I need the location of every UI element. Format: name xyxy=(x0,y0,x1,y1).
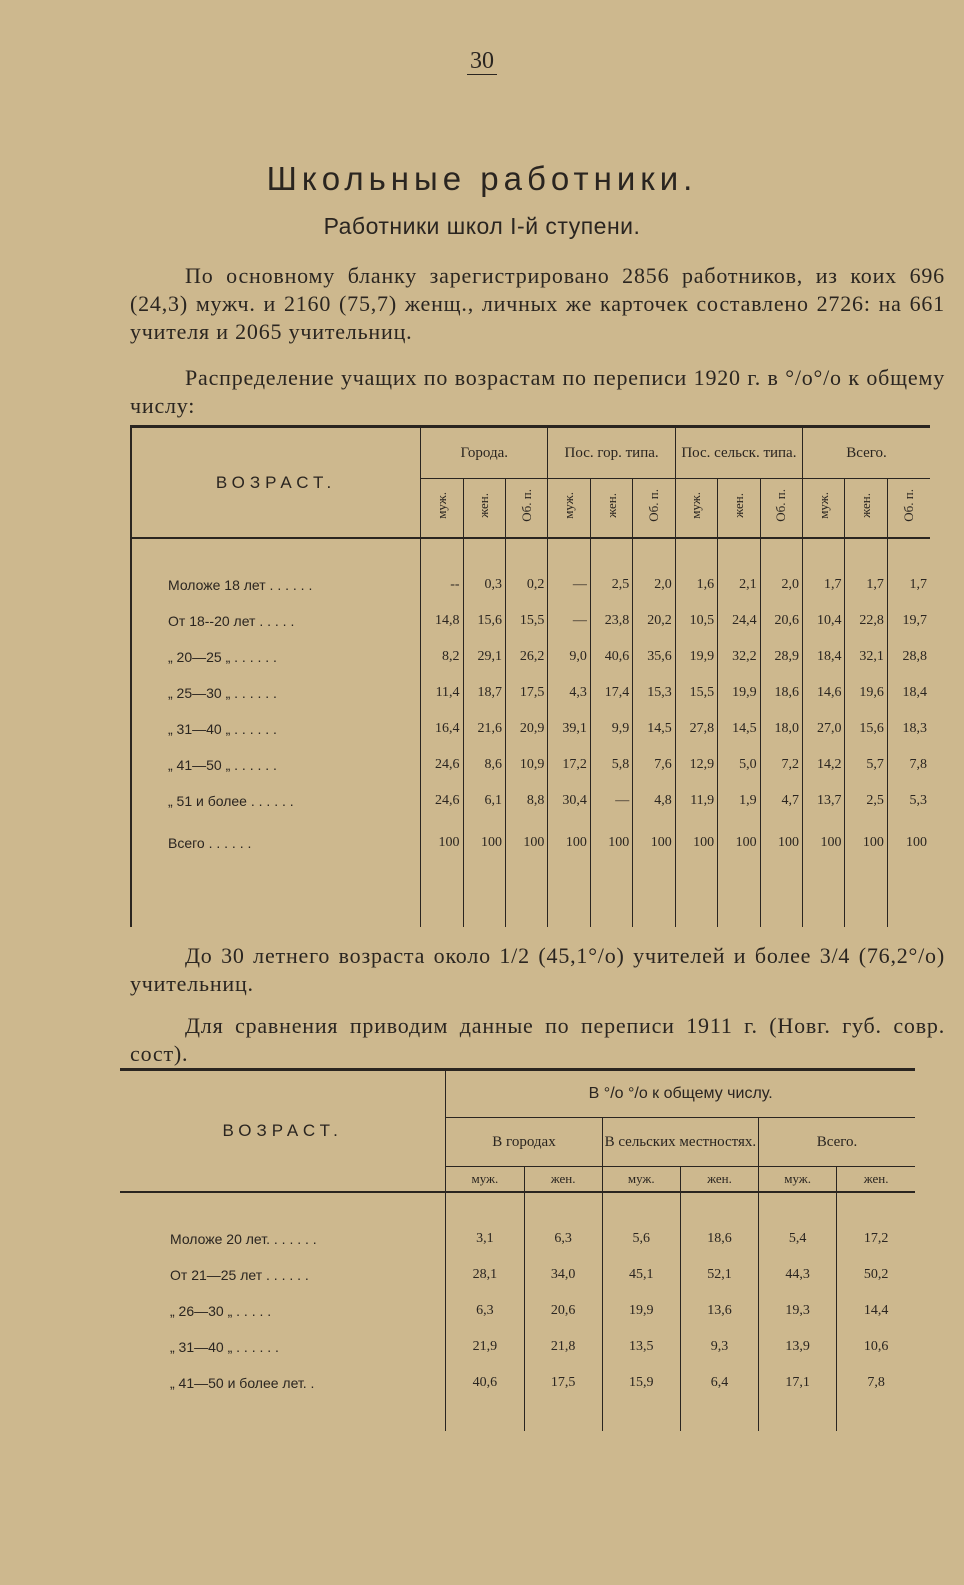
table-cell: 15,6 xyxy=(845,711,887,747)
group-header-urban-settlements: Пос. гор. типа. xyxy=(548,427,675,479)
table-cell: 19,7 xyxy=(887,603,930,639)
table-cell: 21,6 xyxy=(463,711,505,747)
table-row xyxy=(131,675,930,711)
table-cell: 26,2 xyxy=(505,639,547,675)
table-cell: 5,8 xyxy=(590,747,632,783)
paragraph-3: До 30 летнего возраста около 1/2 (45,1°/о) учителей и более 3/4 (76,2°/о) учительниц. xyxy=(130,943,945,996)
table-cell: 13,6 xyxy=(680,1293,758,1329)
table-cell: 11,9 xyxy=(675,783,717,819)
sub-header xyxy=(633,479,675,539)
table-cell: 14,8 xyxy=(421,603,463,639)
table-cell: 10,9 xyxy=(505,747,547,783)
page-number: 30 xyxy=(0,48,964,75)
table-cell: 10,6 xyxy=(837,1329,915,1365)
table-cell: 4,3 xyxy=(548,675,590,711)
table-cell: 19,3 xyxy=(759,1293,837,1329)
table-cell: 27,8 xyxy=(675,711,717,747)
age-distribution-1920-table xyxy=(130,425,930,927)
row-label: „ 25—30 „ . . . . . . xyxy=(131,675,421,711)
table-cell: 28,1 xyxy=(446,1257,524,1293)
table-cell: 21,9 xyxy=(446,1329,524,1365)
table-cell: 2,0 xyxy=(633,567,675,603)
table-cell: 28,8 xyxy=(887,639,930,675)
table-row xyxy=(131,567,930,603)
age-column-header: ВОЗРАСТ. xyxy=(222,1121,343,1140)
table-cell: 2,1 xyxy=(718,567,760,603)
table-cell: 15,6 xyxy=(463,603,505,639)
table-cell: 52,1 xyxy=(680,1257,758,1293)
table-cell: 45,1 xyxy=(602,1257,680,1293)
table-cell: 14,6 xyxy=(803,675,845,711)
table-cell: 17,1 xyxy=(759,1365,837,1401)
percent-header: В °/о °/о к общему числу. xyxy=(446,1070,915,1118)
table-cell: 11,4 xyxy=(421,675,463,711)
table-cell: 4,8 xyxy=(633,783,675,819)
table-cell: 32,2 xyxy=(718,639,760,675)
table-cell: 100 xyxy=(633,819,675,867)
table-cell: 100 xyxy=(675,819,717,867)
table-cell: 6,3 xyxy=(446,1293,524,1329)
table-cell: 4,7 xyxy=(760,783,802,819)
sub-header: жен. xyxy=(680,1167,758,1193)
sub-header xyxy=(675,479,717,539)
table-cell: 18,7 xyxy=(463,675,505,711)
table-cell: 10,4 xyxy=(803,603,845,639)
table-cell: 9,9 xyxy=(590,711,632,747)
sub-header xyxy=(505,479,547,539)
paragraph-2: Распределение учащих по возрастам по переписи 1920 г. в °/о°/о к общему числу: xyxy=(130,365,945,418)
sub-header: жен. xyxy=(524,1167,602,1193)
table-cell: 10,5 xyxy=(675,603,717,639)
table-cell: 1,6 xyxy=(675,567,717,603)
table-cell: — xyxy=(548,567,590,603)
table-cell: 18,3 xyxy=(887,711,930,747)
row-label: Моложе 18 лет . . . . . . xyxy=(131,567,421,603)
table-row xyxy=(120,1221,915,1257)
table-cell: 8,2 xyxy=(421,639,463,675)
group-header-rural: В сельских местностях. xyxy=(602,1118,758,1167)
table-cell: 15,3 xyxy=(633,675,675,711)
group-header-total: Всего. xyxy=(759,1118,915,1167)
sub-header xyxy=(548,479,590,539)
sub-header-label: Об. п. xyxy=(900,489,916,522)
table-cell: 18,0 xyxy=(760,711,802,747)
table-cell: 18,6 xyxy=(680,1221,758,1257)
paragraph-4: Для сравнения приводим данные по переписи 1911 г. (Новг. губ. совр. сост). xyxy=(130,1013,945,1066)
row-label: „ 20—25 „ . . . . . . xyxy=(131,639,421,675)
group-header-total: Всего. xyxy=(803,427,930,479)
table-cell: 2,5 xyxy=(845,783,887,819)
table-cell: — xyxy=(548,603,590,639)
table-cell: 17,2 xyxy=(548,747,590,783)
table-cell: 5,3 xyxy=(887,783,930,819)
table-cell: 100 xyxy=(548,819,590,867)
table-cell: 100 xyxy=(590,819,632,867)
row-label: „ 31—40 „ . . . . . . xyxy=(170,1339,279,1355)
group-header-rural-settlements: Пос. сельск. типа. xyxy=(675,427,802,479)
table-cell: 14,5 xyxy=(718,711,760,747)
row-label: „ 31—40 „ . . . . . . xyxy=(131,711,421,747)
table-cell: 100 xyxy=(845,819,887,867)
table-cell: 39,1 xyxy=(548,711,590,747)
table-cell: 24,6 xyxy=(421,783,463,819)
row-label: „ 51 и более . . . . . . xyxy=(131,783,421,819)
table-cell: 100 xyxy=(505,819,547,867)
section-subtitle: Работники школ I-й ступени. xyxy=(323,213,641,239)
sub-header-label: Об. п. xyxy=(518,489,534,522)
sub-header-label: муж. xyxy=(688,492,704,519)
table-cell: 13,9 xyxy=(759,1329,837,1365)
section-title: Школьные работники. xyxy=(266,160,698,197)
table-row xyxy=(131,747,930,783)
table-cell: 8,8 xyxy=(505,783,547,819)
table-cell: 20,6 xyxy=(524,1293,602,1329)
table-cell: 16,4 xyxy=(421,711,463,747)
table-cell: 19,6 xyxy=(845,675,887,711)
table-cell: 50,2 xyxy=(837,1257,915,1293)
table-cell: 14,4 xyxy=(837,1293,915,1329)
table-cell: 5,7 xyxy=(845,747,887,783)
sub-header xyxy=(590,479,632,539)
sub-header-label: Об. п. xyxy=(646,489,662,522)
table-row xyxy=(120,1293,915,1329)
table-cell: 3,1 xyxy=(446,1221,524,1257)
row-label: Моложе 20 лет. . . . . . . xyxy=(170,1231,317,1247)
table-row xyxy=(120,1257,915,1293)
table-cell: 18,4 xyxy=(887,675,930,711)
table-cell: 1,7 xyxy=(845,567,887,603)
table-cell: 22,8 xyxy=(845,603,887,639)
table-cell: 6,3 xyxy=(524,1221,602,1257)
table-cell: 18,4 xyxy=(803,639,845,675)
sub-header: муж. xyxy=(602,1167,680,1193)
sub-header-label: жен. xyxy=(730,493,746,518)
sub-header-label: муж. xyxy=(433,492,449,519)
table-row xyxy=(131,711,930,747)
table-cell: 14,2 xyxy=(803,747,845,783)
table-cell: 9,0 xyxy=(548,639,590,675)
table-cell: 20,6 xyxy=(760,603,802,639)
table-cell: 17,5 xyxy=(505,675,547,711)
table-cell: 24,4 xyxy=(718,603,760,639)
group-header-cities: Города. xyxy=(421,427,548,479)
table-cell: 34,0 xyxy=(524,1257,602,1293)
table-cell: 17,5 xyxy=(524,1365,602,1401)
table-cell: 35,6 xyxy=(633,639,675,675)
row-label: „ 41—50 и более лет. . xyxy=(170,1375,315,1391)
row-label: От 21—25 лет . . . . . . xyxy=(170,1267,309,1283)
table-cell: 29,1 xyxy=(463,639,505,675)
table-cell: 19,9 xyxy=(675,639,717,675)
sub-header xyxy=(803,479,845,539)
row-label: Всего . . . . . . xyxy=(131,819,421,867)
sub-header xyxy=(760,479,802,539)
table-cell: 100 xyxy=(463,819,505,867)
total-row xyxy=(131,819,930,867)
table-cell: 21,8 xyxy=(524,1329,602,1365)
table-cell: 15,5 xyxy=(675,675,717,711)
table-cell: 12,9 xyxy=(675,747,717,783)
table-cell: 100 xyxy=(718,819,760,867)
table-cell: 100 xyxy=(803,819,845,867)
table-row xyxy=(131,603,930,639)
sub-header: жен. xyxy=(837,1167,915,1193)
table-cell: 100 xyxy=(760,819,802,867)
group-header-cities: В городах xyxy=(446,1118,602,1167)
table-cell: 9,3 xyxy=(680,1329,758,1365)
table-cell: 1,7 xyxy=(803,567,845,603)
table-cell: 17,2 xyxy=(837,1221,915,1257)
table-cell: 23,8 xyxy=(590,603,632,639)
table-cell: 100 xyxy=(887,819,930,867)
table-cell: 0,2 xyxy=(505,567,547,603)
table-cell: 20,2 xyxy=(633,603,675,639)
sub-header xyxy=(463,479,505,539)
table-cell: -- xyxy=(421,567,463,603)
sub-header-label: жен. xyxy=(476,493,492,518)
table-cell: 40,6 xyxy=(446,1365,524,1401)
age-column-header: ВОЗРАСТ. xyxy=(131,427,421,539)
sub-header-label: жен. xyxy=(603,493,619,518)
table-cell: 30,4 xyxy=(548,783,590,819)
table-cell: 7,8 xyxy=(837,1365,915,1401)
sub-header xyxy=(718,479,760,539)
table-cell: 7,6 xyxy=(633,747,675,783)
sub-header xyxy=(845,479,887,539)
table-cell: 7,8 xyxy=(887,747,930,783)
table-row xyxy=(120,1365,915,1401)
table-cell: 15,9 xyxy=(602,1365,680,1401)
table-cell: 40,6 xyxy=(590,639,632,675)
table-cell: 6,4 xyxy=(680,1365,758,1401)
table-cell: 27,0 xyxy=(803,711,845,747)
table-cell: 20,9 xyxy=(505,711,547,747)
sub-header-label: Об. п. xyxy=(773,489,789,522)
table-cell: 17,4 xyxy=(590,675,632,711)
table-cell: 2,0 xyxy=(760,567,802,603)
table-cell: 100 xyxy=(421,819,463,867)
table-cell: 18,6 xyxy=(760,675,802,711)
sub-header: муж. xyxy=(446,1167,524,1193)
row-label: „ 26—30 „ . . . . . xyxy=(170,1303,272,1319)
table-cell: 32,1 xyxy=(845,639,887,675)
table-cell: 28,9 xyxy=(760,639,802,675)
table-row xyxy=(131,639,930,675)
table-row xyxy=(120,1329,915,1365)
table-cell: 14,5 xyxy=(633,711,675,747)
sub-header xyxy=(421,479,463,539)
table-cell: 0,3 xyxy=(463,567,505,603)
table-row xyxy=(131,783,930,819)
sub-header xyxy=(887,479,930,539)
table-cell: 5,4 xyxy=(759,1221,837,1257)
table-cell: 44,3 xyxy=(759,1257,837,1293)
table-cell: 1,9 xyxy=(718,783,760,819)
sub-header-label: муж. xyxy=(815,492,831,519)
table-cell: 13,7 xyxy=(803,783,845,819)
table-cell: 5,6 xyxy=(602,1221,680,1257)
table-cell: 13,5 xyxy=(602,1329,680,1365)
table-cell: — xyxy=(590,783,632,819)
sub-header-label: жен. xyxy=(858,493,874,518)
table-cell: 19,9 xyxy=(602,1293,680,1329)
table-cell: 24,6 xyxy=(421,747,463,783)
table-cell: 15,5 xyxy=(505,603,547,639)
table-cell: 19,9 xyxy=(718,675,760,711)
table-cell: 7,2 xyxy=(760,747,802,783)
age-distribution-1911-table xyxy=(120,1068,915,1431)
table-cell: 5,0 xyxy=(718,747,760,783)
table-cell: 1,7 xyxy=(887,567,930,603)
row-label: От 18--20 лет . . . . . xyxy=(131,603,421,639)
row-label: „ 41—50 „ . . . . . . xyxy=(131,747,421,783)
table-cell: 8,6 xyxy=(463,747,505,783)
sub-header-label: муж. xyxy=(561,492,577,519)
paragraph-1: По основному бланку зарегистрировано 2856 работников, из коих 696 (24,3) мужч. и 2160 (75,7) женщ., личных же карточек составлено 2726: на 661 учителя и 2065 учительниц. xyxy=(130,263,945,344)
table-cell: 6,1 xyxy=(463,783,505,819)
sub-header: муж. xyxy=(759,1167,837,1193)
table-cell: 2,5 xyxy=(590,567,632,603)
